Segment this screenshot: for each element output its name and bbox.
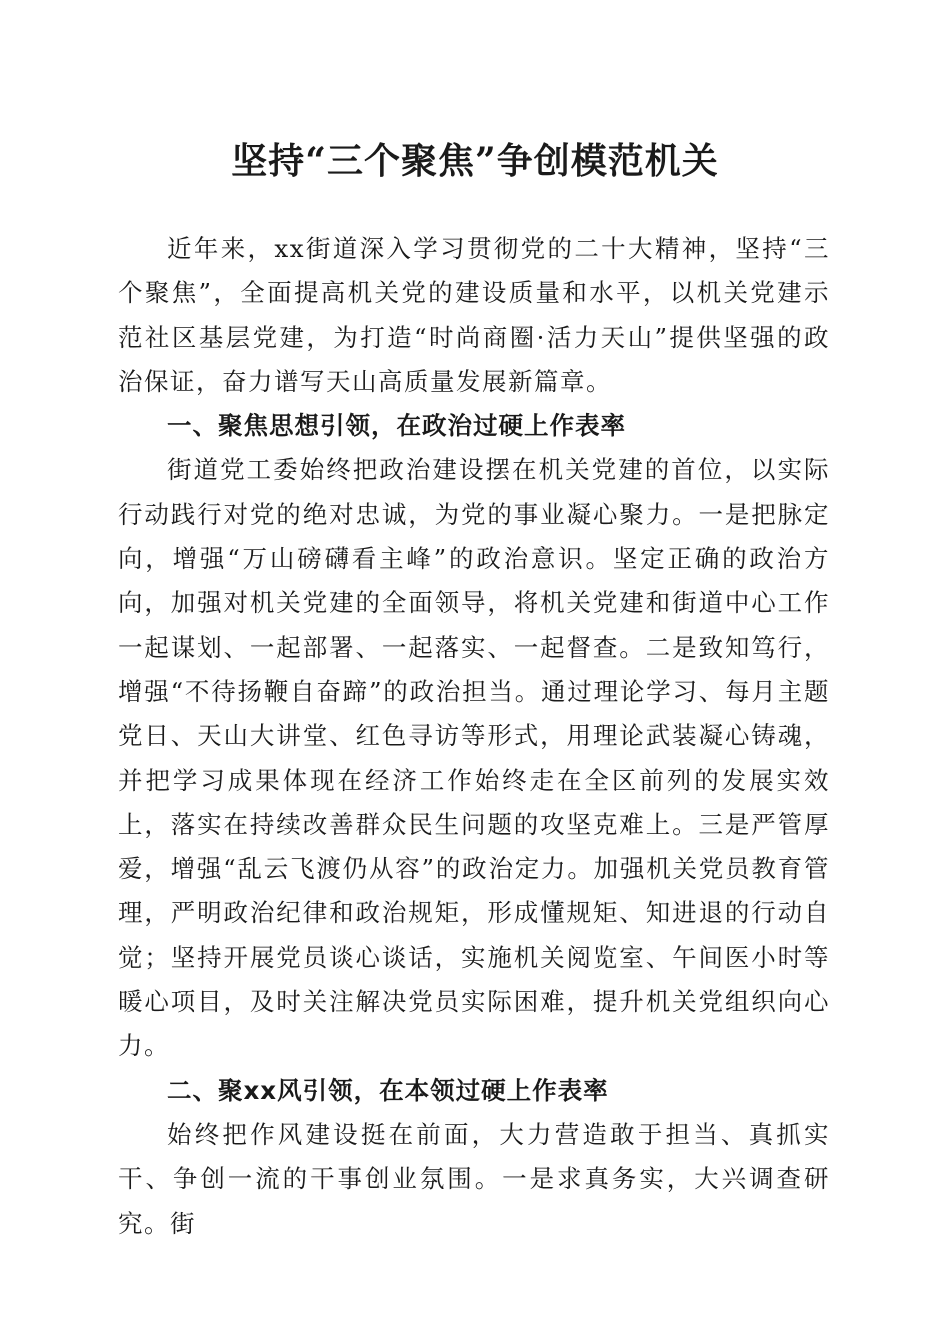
document-title: 坚持“三个聚焦”争创模范机关 <box>231 140 719 182</box>
section-2-heading: 二、聚xx风引领，在本领过硬上作表率 <box>167 1075 609 1105</box>
section-1-heading: 一、聚焦思想引领，在政治过硬上作表率 <box>167 411 626 441</box>
section-2-paragraph: 始终把作风建设挺在前面，大力营造敢于担当、真抓实干、争创一流的干事创业氛围。一是求真务实，大兴调查研究。街 <box>118 1119 830 1238</box>
document-body <box>118 227 830 1246</box>
intro-paragraph: 近年来，xx街道深入学习贯彻党的二十大精神，坚持“三个聚焦”，全面提高机关党的建设质量和水平，以机关党建示范社区基层党建，为打造“时尚商圈·活力天山”提供坚强的政治保证，奋力谱写天山高质量发展新篇章。 <box>118 234 830 396</box>
section-1-paragraph: 街道党工委始终把政治建设摆在机关党建的首位，以实际行动践行对党的绝对忠诚，为党的事业凝心聚力。一是把脉定向，增强“万山磅礴看主峰”的政治意识。坚定正确的政治方向，加强对机关党建的全面领导，将机关党建和街道中心工作一起谋划、一起部署、一起落实、一起督查。二是致知笃行，增强“不待扬鞭自奋蹄”的政治担当。通过理论学习、每月主题党日、天山大讲堂、红色寻访等形式，用理论武装凝心铸魂，并把学习成果体现在经济工作始终走在全区前列的发展实效上，落实在持续改善群众民生问题的攻坚克难上。三是严管厚爱，增强“乱云飞渡仍从容”的政治定力。加强机关党员教育管理，严明政治纪律和政治规矩，形成懂规矩、知进退的行动自觉；坚持开展党员谈心谈话，实施机关阅览室、午间医小时等暖心项目，及时关注解决党员实际困难，提升机关党组织向心力。 <box>118 455 830 1061</box>
